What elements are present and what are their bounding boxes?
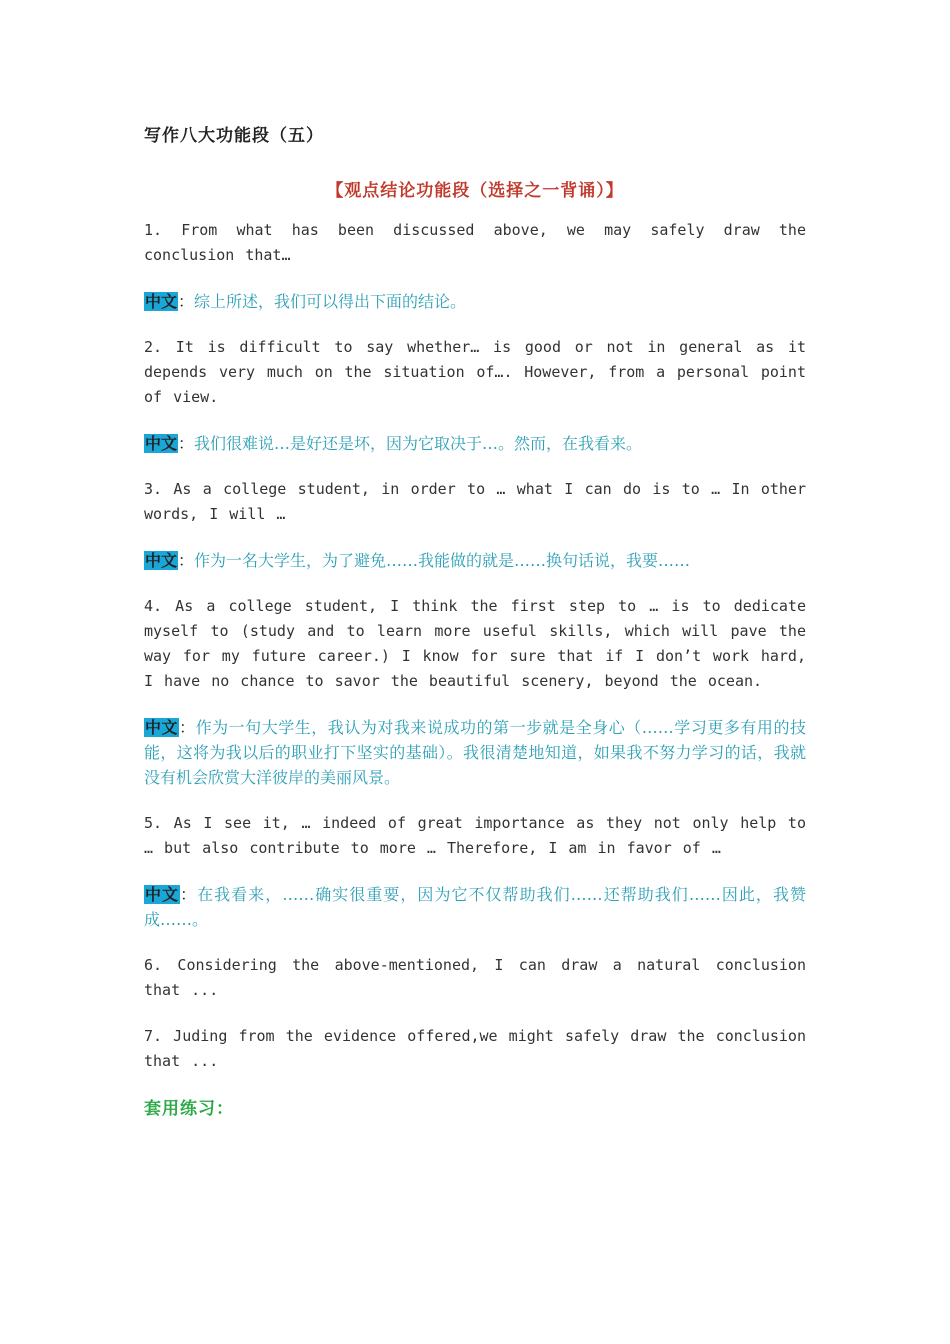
sentence-5-zh — [144, 882, 806, 932]
zh-colon: ： — [178, 551, 195, 570]
zh-colon: ： — [178, 292, 195, 311]
sentence-3-zh — [144, 548, 806, 573]
zh-translation: 在我看来，……确实很重要，因为它不仅帮助我们……还帮助我们……因此，我赞成……。 — [144, 885, 806, 929]
sentence-1-en: 1. From what has been discussed above, we may safely draw the conclusion that… — [144, 221, 806, 264]
document-page — [144, 118, 806, 1123]
zh-label: 中文 — [145, 551, 178, 570]
zh-colon: ： — [180, 885, 198, 904]
zh-label: 中文 — [145, 292, 178, 311]
zh-translation: 作为一句大学生，我认为对我来说成功的第一步就是全身心（……学习更多有用的技能，这将为我以后的职业打下坚实的基础）。我很清楚地知道，如果我不努力学习的话，我就没有机会欣赏大洋彼岸的美丽风景。 — [144, 718, 806, 787]
sentence-4-en: 4. As a college student, I think the first step to … is to dedicate myself to (study and to learn more useful skills, which will pave the way for my future career.) I know for sure that if I don’t work hard, I have no chance to savor the beautiful scenery, beyond the ocean. — [144, 597, 806, 690]
zh-translation: 我们很难说…是好还是坏，因为它取决于…。然而，在我看来。 — [194, 434, 643, 453]
sentence-2-zh — [144, 431, 806, 456]
document-title: 写作八大功能段（五） — [144, 126, 324, 146]
sentence-5-en: 5. As I see it, … indeed of great importance as they not only help to … but also contribute to more … Therefore, I am in favor of … — [144, 814, 806, 857]
sentence-2-en: 2. It is difficult to say whether… is good or not in general as it depends very much on the situation of…. However, from a personal point of view. — [144, 338, 806, 406]
practice-label: 套用练习： — [144, 1099, 234, 1119]
sentence-7-en: 7. Juding from the evidence offered,we might safely draw the conclusion that ... — [144, 1027, 806, 1070]
zh-translation: 作为一名大学生，为了避免……我能做的就是……换句话说，我要…… — [194, 551, 691, 570]
zh-translation: 综上所述，我们可以得出下面的结论。 — [194, 292, 467, 311]
zh-colon: ： — [179, 718, 196, 737]
sentence-6-en: 6. Considering the above-mentioned, I can draw a natural conclusion that ... — [144, 956, 806, 999]
sentence-4-zh — [144, 715, 806, 790]
sentence-1-zh — [144, 289, 806, 314]
sentence-3-en: 3. As a college student, in order to … what I can do is to … In other words, I will … — [144, 480, 806, 523]
zh-label: 中文 — [145, 885, 180, 904]
zh-colon: ： — [178, 434, 195, 453]
section-heading: 【观点结论功能段（选择之一背诵）】 — [326, 181, 624, 201]
zh-label: 中文 — [145, 718, 179, 737]
zh-label: 中文 — [145, 434, 178, 453]
